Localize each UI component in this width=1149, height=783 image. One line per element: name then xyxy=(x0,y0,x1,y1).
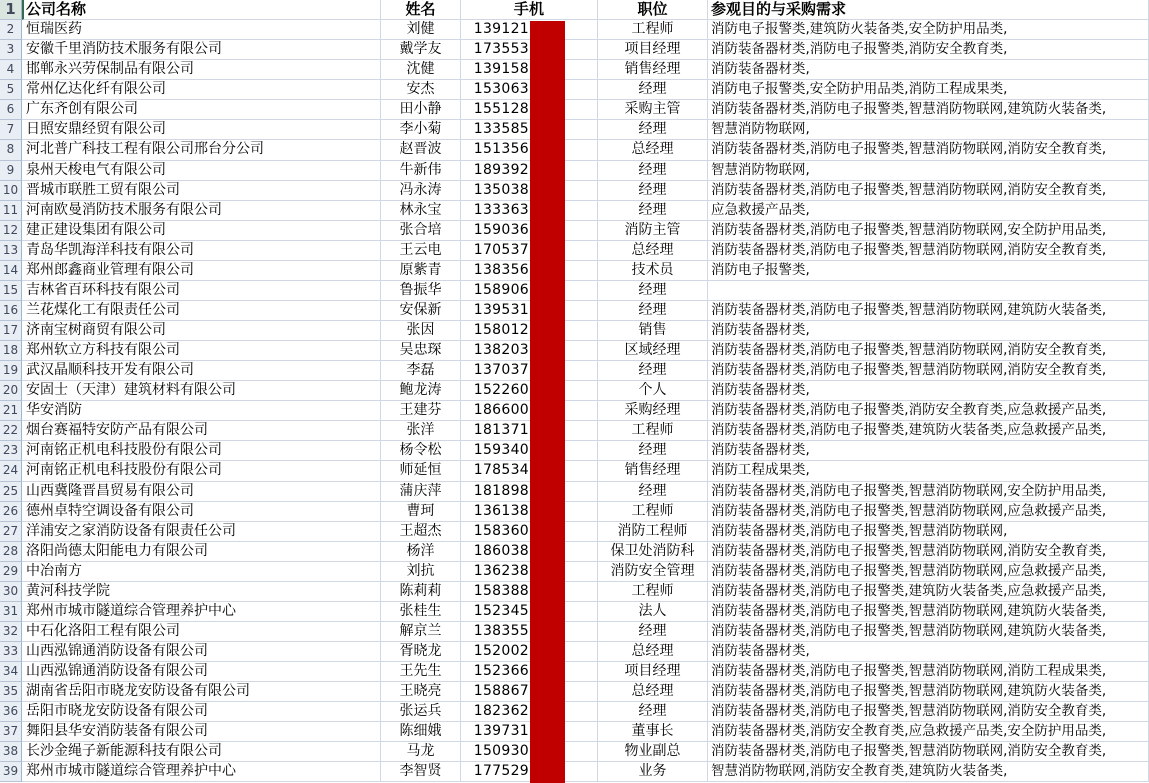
cell-company[interactable]: 黄河科技学院 xyxy=(22,582,381,602)
table-row xyxy=(0,562,1149,582)
cell-needs[interactable]: 消防装备器材类,消防电子报警类,智慧消防物联网,消防安全教育类, xyxy=(708,542,1149,562)
row-number[interactable]: 28 xyxy=(0,542,22,562)
row-number[interactable]: 36 xyxy=(0,702,22,722)
cell-name[interactable]: 胥晓龙 xyxy=(381,642,461,662)
cell-company[interactable]: 青岛华凯海洋科技有限公司 xyxy=(22,241,381,261)
cell-company[interactable]: 山西冀隆晋昌贸易有限公司 xyxy=(22,482,381,502)
cell-name[interactable]: 冯永涛 xyxy=(381,181,461,201)
row-number[interactable]: 16 xyxy=(0,301,22,321)
cell-company[interactable]: 河南铭正机电科技股份有限公司 xyxy=(22,461,381,481)
cell-name[interactable]: 安保新 xyxy=(381,301,461,321)
cell-phone[interactable]: 135038 xyxy=(461,181,598,201)
cell-name[interactable]: 刘健 xyxy=(381,20,461,40)
table-row xyxy=(0,161,1149,181)
cell-phone[interactable]: 159036 xyxy=(461,221,598,241)
cell-position[interactable]: 消防工程师 xyxy=(598,522,708,542)
table-row xyxy=(0,682,1149,702)
table-row xyxy=(0,542,1149,562)
row-number[interactable]: 21 xyxy=(0,401,22,421)
cell-name[interactable]: 沈健 xyxy=(381,60,461,80)
cell-company[interactable]: 华安消防 xyxy=(22,401,381,421)
cell-position[interactable]: 采购经理 xyxy=(598,401,708,421)
table-row xyxy=(0,201,1149,221)
cell-name[interactable]: 王超杰 xyxy=(381,522,461,542)
cell-position[interactable]: 消防安全管理 xyxy=(598,562,708,582)
cell-name[interactable]: 安杰 xyxy=(381,80,461,100)
cell-needs[interactable]: 消防装备器材类,消防电子报警类,智慧消防物联网,建筑防火装备类, xyxy=(708,301,1149,321)
cell-needs[interactable]: 消防装备器材类,消防电子报警类,智慧消防物联网,消防安全教育类, xyxy=(708,702,1149,722)
cell-needs[interactable]: 消防装备器材类,消防电子报警类,智慧消防物联网,安全防护用品类, xyxy=(708,221,1149,241)
cell-position[interactable]: 销售经理 xyxy=(598,461,708,481)
cell-company[interactable]: 河北普广科技工程有限公司邢台分公司 xyxy=(22,140,381,160)
row-number[interactable]: 29 xyxy=(0,562,22,582)
table-row xyxy=(0,381,1149,401)
cell-needs[interactable]: 消防装备器材类,消防电子报警类,智慧消防物联网,消防安全教育类, xyxy=(708,742,1149,762)
cell-position[interactable]: 董事长 xyxy=(598,722,708,742)
cell-needs[interactable]: 消防装备器材类, xyxy=(708,60,1149,80)
cell-position[interactable]: 经理 xyxy=(598,361,708,381)
row-number[interactable]: 27 xyxy=(0,522,22,542)
table-row xyxy=(0,20,1149,40)
column-header-company[interactable]: 公司名称 xyxy=(22,0,381,20)
row-number[interactable]: 14 xyxy=(0,261,22,281)
cell-phone[interactable]: 152345 xyxy=(461,602,598,622)
cell-phone[interactable]: 177529 xyxy=(461,762,598,782)
cell-needs[interactable]: 应急救援产品类, xyxy=(708,201,1149,221)
table-row xyxy=(0,261,1149,281)
cell-needs[interactable]: 消防装备器材类, xyxy=(708,642,1149,662)
cell-position[interactable]: 经理 xyxy=(598,80,708,100)
cell-needs[interactable]: 消防装备器材类,消防电子报警类,消防安全教育类, xyxy=(708,40,1149,60)
table-row xyxy=(0,742,1149,762)
cell-phone[interactable]: 153063 xyxy=(461,80,598,100)
cell-name[interactable]: 杨令松 xyxy=(381,441,461,461)
row-number[interactable]: 3 xyxy=(0,40,22,60)
cell-name[interactable]: 张洋 xyxy=(381,421,461,441)
cell-needs[interactable]: 消防装备器材类,消防电子报警类,智慧消防物联网,应急救援产品类, xyxy=(708,562,1149,582)
cell-needs[interactable]: 消防电子报警类,安全防护用品类,消防工程成果类, xyxy=(708,80,1149,100)
cell-phone[interactable]: 139731 xyxy=(461,722,598,742)
row-number[interactable]: 20 xyxy=(0,381,22,401)
cell-name[interactable]: 林永宝 xyxy=(381,201,461,221)
cell-position[interactable]: 保卫处消防科 xyxy=(598,542,708,562)
cell-needs[interactable]: 消防装备器材类,消防电子报警类,智慧消防物联网,消防安全教育类, xyxy=(708,341,1149,361)
table-row xyxy=(0,401,1149,421)
cell-position[interactable]: 采购主管 xyxy=(598,100,708,120)
cell-company[interactable]: 长沙金绳子新能源科技有限公司 xyxy=(22,742,381,762)
cell-needs[interactable]: 消防装备器材类,消防电子报警类,智慧消防物联网, xyxy=(708,522,1149,542)
cell-company[interactable]: 日照安鼎经贸有限公司 xyxy=(22,120,381,140)
table-row xyxy=(0,622,1149,642)
table-row xyxy=(0,702,1149,722)
cell-needs[interactable]: 智慧消防物联网, xyxy=(708,161,1149,181)
cell-company[interactable]: 中冶南方 xyxy=(22,562,381,582)
table-row xyxy=(0,221,1149,241)
row-number[interactable]: 6 xyxy=(0,100,22,120)
cell-company[interactable]: 山西泓锦通消防设备有限公司 xyxy=(22,662,381,682)
cell-name[interactable]: 刘抗 xyxy=(381,562,461,582)
table-row xyxy=(0,722,1149,742)
table-row xyxy=(0,482,1149,502)
row-number[interactable]: 15 xyxy=(0,281,22,301)
column-header-phone[interactable]: 手机 xyxy=(461,0,598,20)
cell-company[interactable]: 河南铭正机电科技股份有限公司 xyxy=(22,441,381,461)
cell-position[interactable]: 总经理 xyxy=(598,682,708,702)
row-number[interactable]: 5 xyxy=(0,80,22,100)
cell-phone[interactable]: 158867 xyxy=(461,682,598,702)
cell-position[interactable]: 经理 xyxy=(598,161,708,181)
cell-position[interactable]: 个人 xyxy=(598,381,708,401)
table-row xyxy=(0,642,1149,662)
table-row xyxy=(0,502,1149,522)
cell-company[interactable]: 安徽千里消防技术服务有限公司 xyxy=(22,40,381,60)
cell-position[interactable]: 经理 xyxy=(598,201,708,221)
cell-phone[interactable]: 139158 xyxy=(461,60,598,80)
cell-needs[interactable]: 消防装备器材类, xyxy=(708,441,1149,461)
cell-needs[interactable]: 消防装备器材类,消防电子报警类,建筑防火装备类,应急救援产品类, xyxy=(708,421,1149,441)
cell-name[interactable]: 鲁振华 xyxy=(381,281,461,301)
row-number[interactable]: 25 xyxy=(0,482,22,502)
cell-phone[interactable]: 133363 xyxy=(461,201,598,221)
cell-phone[interactable]: 151356 xyxy=(461,140,598,160)
cell-phone[interactable]: 159340 xyxy=(461,441,598,461)
row-number[interactable]: 23 xyxy=(0,441,22,461)
table-row xyxy=(0,181,1149,201)
cell-position[interactable]: 工程师 xyxy=(598,421,708,441)
cell-name[interactable]: 曹珂 xyxy=(381,502,461,522)
row-number[interactable]: 26 xyxy=(0,502,22,522)
cell-company[interactable]: 广东齐创有限公司 xyxy=(22,100,381,120)
cell-position[interactable]: 技术员 xyxy=(598,261,708,281)
column-header-name[interactable]: 姓名 xyxy=(381,0,461,20)
cell-needs[interactable]: 消防装备器材类,消防安全教育类,应急救援产品类,安全防护用品类, xyxy=(708,722,1149,742)
table-row xyxy=(0,241,1149,261)
table-row xyxy=(0,321,1149,341)
row-number[interactable]: 2 xyxy=(0,20,22,40)
cell-needs[interactable]: 消防装备器材类,消防电子报警类,智慧消防物联网,建筑防火装备类, xyxy=(708,622,1149,642)
row-number[interactable]: 22 xyxy=(0,421,22,441)
cell-company[interactable]: 郑州软立方科技有限公司 xyxy=(22,341,381,361)
cell-needs[interactable]: 智慧消防物联网,消防安全教育类,建筑防火装备类, xyxy=(708,762,1149,782)
cell-needs[interactable]: 消防装备器材类,消防电子报警类,消防安全教育类,应急救援产品类, xyxy=(708,401,1149,421)
row-number[interactable]: 11 xyxy=(0,201,22,221)
cell-name[interactable]: 王晓亮 xyxy=(381,682,461,702)
cell-company[interactable]: 河南欧曼消防技术服务有限公司 xyxy=(22,201,381,221)
table-row xyxy=(0,80,1149,100)
table-row xyxy=(0,140,1149,160)
cell-name[interactable]: 王先生 xyxy=(381,662,461,682)
cell-position[interactable]: 区域经理 xyxy=(598,341,708,361)
cell-phone[interactable]: 133585 xyxy=(461,120,598,140)
row-number[interactable]: 12 xyxy=(0,221,22,241)
cell-company[interactable]: 吉林省百环科技有限公司 xyxy=(22,281,381,301)
cell-name[interactable]: 李小菊 xyxy=(381,120,461,140)
table-row xyxy=(0,361,1149,381)
cell-company[interactable]: 济南宝树商贸有限公司 xyxy=(22,321,381,341)
row-number[interactable]: 35 xyxy=(0,682,22,702)
cell-needs[interactable]: 消防装备器材类, xyxy=(708,321,1149,341)
cell-company[interactable]: 烟台赛福特安防产品有限公司 xyxy=(22,421,381,441)
cell-phone[interactable]: 158906 xyxy=(461,281,598,301)
cell-phone[interactable]: 173553 xyxy=(461,40,598,60)
cell-phone[interactable]: 138203 xyxy=(461,341,598,361)
cell-phone[interactable]: 150930 xyxy=(461,742,598,762)
row-number[interactable]: 19 xyxy=(0,361,22,381)
table-row xyxy=(0,582,1149,602)
row-number[interactable]: 31 xyxy=(0,602,22,622)
cell-name[interactable]: 戴学友 xyxy=(381,40,461,60)
cell-name[interactable]: 张因 xyxy=(381,321,461,341)
cell-phone[interactable]: 181898 xyxy=(461,482,598,502)
cell-position[interactable]: 总经理 xyxy=(598,140,708,160)
cell-company[interactable]: 郑州郎鑫商业管理有限公司 xyxy=(22,261,381,281)
cell-company[interactable]: 中石化洛阳工程有限公司 xyxy=(22,622,381,642)
cell-phone[interactable]: 152366 xyxy=(461,662,598,682)
rows-container xyxy=(0,20,1149,782)
cell-name[interactable]: 解京兰 xyxy=(381,622,461,642)
cell-company[interactable]: 晋城市联胜工贸有限公司 xyxy=(22,181,381,201)
cell-company[interactable]: 安固士（天津）建筑材料有限公司 xyxy=(22,381,381,401)
row-number[interactable]: 34 xyxy=(0,662,22,682)
cell-position[interactable]: 经理 xyxy=(598,301,708,321)
column-header-needs[interactable]: 参观目的与采购需求 xyxy=(708,0,1149,20)
cell-position[interactable]: 工程师 xyxy=(598,20,708,40)
cell-name[interactable]: 牛新伟 xyxy=(381,161,461,181)
row-number[interactable]: 9 xyxy=(0,161,22,181)
cell-needs[interactable] xyxy=(708,281,1149,301)
row-number[interactable]: 18 xyxy=(0,341,22,361)
table-row xyxy=(0,281,1149,301)
table-row xyxy=(0,421,1149,441)
table-row xyxy=(0,341,1149,361)
cell-phone[interactable]: 178534 xyxy=(461,461,598,481)
cell-company[interactable]: 岳阳市晓龙安防设备有限公司 xyxy=(22,702,381,722)
cell-name[interactable]: 陈莉莉 xyxy=(381,582,461,602)
cell-needs[interactable]: 消防装备器材类,消防电子报警类,智慧消防物联网,安全防护用品类, xyxy=(708,482,1149,502)
cell-needs[interactable]: 消防装备器材类,消防电子报警类,智慧消防物联网,消防工程成果类, xyxy=(708,662,1149,682)
cell-needs[interactable]: 消防装备器材类,消防电子报警类,智慧消防物联网,消防安全教育类, xyxy=(708,140,1149,160)
table-row xyxy=(0,662,1149,682)
cell-needs[interactable]: 消防装备器材类,消防电子报警类,建筑防火装备类,应急救援产品类, xyxy=(708,582,1149,602)
cell-phone[interactable]: 170537 xyxy=(461,241,598,261)
cell-phone[interactable]: 137037 xyxy=(461,361,598,381)
cell-name[interactable]: 李智贤 xyxy=(381,762,461,782)
cell-position[interactable]: 经理 xyxy=(598,702,708,722)
cell-position[interactable]: 法人 xyxy=(598,602,708,622)
table-row xyxy=(0,301,1149,321)
cell-position[interactable]: 经理 xyxy=(598,281,708,301)
cell-phone[interactable]: 189392 xyxy=(461,161,598,181)
cell-needs[interactable]: 消防装备器材类, xyxy=(708,381,1149,401)
cell-position[interactable]: 经理 xyxy=(598,181,708,201)
cell-company[interactable]: 建正建设集团有限公司 xyxy=(22,221,381,241)
cell-position[interactable]: 工程师 xyxy=(598,582,708,602)
row-number[interactable]: 32 xyxy=(0,622,22,642)
cell-position[interactable]: 业务 xyxy=(598,762,708,782)
cell-position[interactable]: 销售 xyxy=(598,321,708,341)
table-row xyxy=(0,762,1149,782)
row-number[interactable]: 8 xyxy=(0,140,22,160)
cell-needs[interactable]: 消防电子报警类, xyxy=(708,261,1149,281)
row-number[interactable]: 1 xyxy=(0,0,22,20)
cell-company[interactable]: 邯郸永兴劳保制品有限公司 xyxy=(22,60,381,80)
cell-name[interactable]: 鲍龙涛 xyxy=(381,381,461,401)
cell-company[interactable]: 舞阳县华安消防装备有限公司 xyxy=(22,722,381,742)
cell-position[interactable]: 经理 xyxy=(598,120,708,140)
cell-needs[interactable]: 消防装备器材类,消防电子报警类,智慧消防物联网,消防安全教育类, xyxy=(708,241,1149,261)
row-number[interactable]: 33 xyxy=(0,642,22,662)
row-number[interactable]: 10 xyxy=(0,181,22,201)
cell-needs[interactable]: 消防装备器材类,消防电子报警类,智慧消防物联网,建筑防火装备类, xyxy=(708,682,1149,702)
cell-name[interactable]: 马龙 xyxy=(381,742,461,762)
table-row xyxy=(0,40,1149,60)
cell-name[interactable]: 张桂生 xyxy=(381,602,461,622)
cell-position[interactable]: 消防主管 xyxy=(598,221,708,241)
table-row xyxy=(0,100,1149,120)
cell-company[interactable]: 德州卓特空调设备有限公司 xyxy=(22,502,381,522)
column-header-position[interactable]: 职位 xyxy=(598,0,708,20)
cell-company[interactable]: 洛阳尚德太阳能电力有限公司 xyxy=(22,542,381,562)
cell-position[interactable]: 总经理 xyxy=(598,642,708,662)
cell-name[interactable]: 张合培 xyxy=(381,221,461,241)
cell-phone[interactable]: 158012 xyxy=(461,321,598,341)
cell-phone[interactable]: 136238 xyxy=(461,562,598,582)
cell-name[interactable]: 李磊 xyxy=(381,361,461,381)
cell-name[interactable]: 原紫青 xyxy=(381,261,461,281)
cell-phone[interactable]: 136138 xyxy=(461,502,598,522)
cell-needs[interactable]: 消防装备器材类,消防电子报警类,智慧消防物联网,消防安全教育类, xyxy=(708,181,1149,201)
cell-name[interactable]: 师延恒 xyxy=(381,461,461,481)
cell-name[interactable]: 蒲庆萍 xyxy=(381,482,461,502)
cell-company[interactable]: 湖南省岳阳市晓龙安防设备有限公司 xyxy=(22,682,381,702)
cell-phone[interactable]: 152260 xyxy=(461,381,598,401)
cell-phone[interactable]: 139121 xyxy=(461,20,598,40)
cell-position[interactable]: 项目经理 xyxy=(598,662,708,682)
cell-name[interactable]: 王建芬 xyxy=(381,401,461,421)
cell-company[interactable]: 山西泓锦通消防设备有限公司 xyxy=(22,642,381,662)
row-number[interactable]: 7 xyxy=(0,120,22,140)
cell-needs[interactable]: 消防装备器材类,消防电子报警类,智慧消防物联网,建筑防火装备类, xyxy=(708,602,1149,622)
table-row xyxy=(0,522,1149,542)
cell-phone[interactable]: 158360 xyxy=(461,522,598,542)
table-row xyxy=(0,461,1149,481)
row-number[interactable]: 17 xyxy=(0,321,22,341)
cell-position[interactable]: 销售经理 xyxy=(598,60,708,80)
cell-company[interactable]: 恒瑞医药 xyxy=(22,20,381,40)
phone-redaction-block xyxy=(530,21,565,783)
table-row xyxy=(0,60,1149,80)
cell-needs[interactable]: 消防装备器材类,消防电子报警类,智慧消防物联网,应急救援产品类, xyxy=(708,502,1149,522)
cell-phone[interactable]: 181371 xyxy=(461,421,598,441)
cell-phone[interactable]: 158388 xyxy=(461,582,598,602)
table-row xyxy=(0,441,1149,461)
table-row xyxy=(0,120,1149,140)
cell-name[interactable]: 吴忠琛 xyxy=(381,341,461,361)
row-number[interactable]: 39 xyxy=(0,762,22,782)
cell-position[interactable]: 经理 xyxy=(598,622,708,642)
row-number[interactable]: 38 xyxy=(0,742,22,762)
cell-phone[interactable]: 186600 xyxy=(461,401,598,421)
cell-phone[interactable]: 139531 xyxy=(461,301,598,321)
cell-needs[interactable]: 消防装备器材类,消防电子报警类,智慧消防物联网,消防安全教育类, xyxy=(708,361,1149,381)
cell-phone[interactable]: 155128 xyxy=(461,100,598,120)
row-number[interactable]: 30 xyxy=(0,582,22,602)
cell-position[interactable]: 总经理 xyxy=(598,241,708,261)
header-row xyxy=(0,0,1149,20)
cell-company[interactable]: 泉州天梭电气有限公司 xyxy=(22,161,381,181)
cell-name[interactable]: 田小静 xyxy=(381,100,461,120)
cell-needs[interactable]: 消防电子报警类,建筑防火装备类,安全防护用品类, xyxy=(708,20,1149,40)
cell-name[interactable]: 张运兵 xyxy=(381,702,461,722)
cell-name[interactable]: 赵晋波 xyxy=(381,140,461,160)
cell-company[interactable]: 常州亿达化纤有限公司 xyxy=(22,80,381,100)
cell-company[interactable]: 武汉晶顺科技开发有限公司 xyxy=(22,361,381,381)
cell-position[interactable]: 经理 xyxy=(598,482,708,502)
row-number[interactable]: 37 xyxy=(0,722,22,742)
cell-needs[interactable]: 智慧消防物联网, xyxy=(708,120,1149,140)
cell-phone[interactable]: 182362 xyxy=(461,702,598,722)
cell-phone[interactable]: 138356 xyxy=(461,261,598,281)
row-number[interactable]: 13 xyxy=(0,241,22,261)
cell-name[interactable]: 杨洋 xyxy=(381,542,461,562)
row-number[interactable]: 4 xyxy=(0,60,22,80)
cell-needs[interactable]: 消防装备器材类,消防电子报警类,智慧消防物联网,建筑防火装备类, xyxy=(708,100,1149,120)
cell-company[interactable]: 洋浦安之家消防设备有限责任公司 xyxy=(22,522,381,542)
cell-position[interactable]: 物业副总 xyxy=(598,742,708,762)
cell-name[interactable]: 陈细娥 xyxy=(381,722,461,742)
row-number[interactable]: 24 xyxy=(0,461,22,481)
cell-position[interactable]: 经理 xyxy=(598,441,708,461)
cell-company[interactable]: 郑州市城市隧道综合管理养护中心 xyxy=(22,602,381,622)
cell-company[interactable]: 兰花煤化工有限责任公司 xyxy=(22,301,381,321)
cell-name[interactable]: 王云电 xyxy=(381,241,461,261)
cell-needs[interactable]: 消防工程成果类, xyxy=(708,461,1149,481)
cell-phone[interactable]: 152002 xyxy=(461,642,598,662)
cell-company[interactable]: 郑州市城市隧道综合管理养护中心 xyxy=(22,762,381,782)
cell-phone[interactable]: 186038 xyxy=(461,542,598,562)
cell-phone[interactable]: 138355 xyxy=(461,622,598,642)
cell-position[interactable]: 工程师 xyxy=(598,502,708,522)
cell-position[interactable]: 项目经理 xyxy=(598,40,708,60)
table-row xyxy=(0,602,1149,622)
